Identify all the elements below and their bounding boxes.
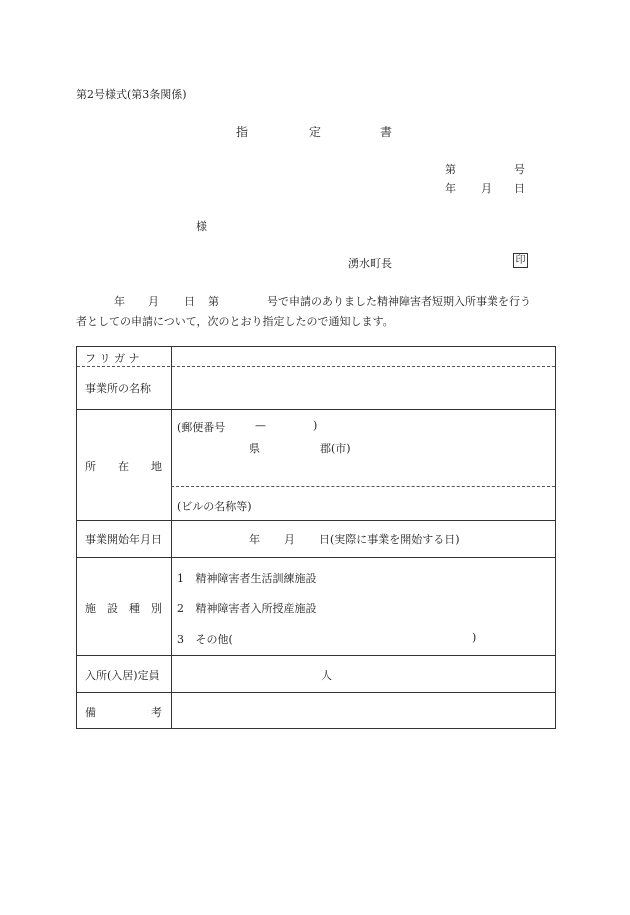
column-divider xyxy=(171,347,172,728)
start-date-label: 事業開始年月日 xyxy=(85,533,162,546)
start-date-year: 年 xyxy=(249,533,260,546)
building-name-label: (ビルの名称等) xyxy=(177,500,252,513)
doc-number-go: 号 xyxy=(514,163,525,176)
start-date-day-note: 日(実際に事業を開始する日) xyxy=(319,533,460,546)
postal-code-close: ) xyxy=(313,419,318,432)
designation-form-table xyxy=(76,346,556,729)
facility-option-number: 1 xyxy=(177,572,184,585)
date-day: 日 xyxy=(514,182,525,195)
postal-code-label: (郵便番号 xyxy=(177,421,226,434)
facility-type-label: 施 設 種 別 xyxy=(85,602,162,615)
prefecture-suffix: 県 xyxy=(249,442,260,455)
row-divider-capacity xyxy=(77,692,555,693)
issuer-name: 湧水町長 xyxy=(348,257,392,270)
row-divider-address-inner xyxy=(171,486,555,487)
form-number: 第2号様式(第3条関係) xyxy=(76,88,187,101)
title-char-2: 定 xyxy=(309,125,322,139)
facility-option-label: 精神障害者入所授産施設 xyxy=(195,602,317,615)
furigana-label: フ リ ガ ナ xyxy=(85,352,140,365)
body-year: 年 xyxy=(114,295,125,308)
facility-option-2 xyxy=(177,600,317,616)
recipient-sama: 様 xyxy=(196,220,207,233)
seal-mark: 印 xyxy=(513,253,528,268)
row-divider-name xyxy=(77,409,555,410)
body-line1-rest: 号で申請のありました精神障害者短期入所事業を行う xyxy=(267,295,531,308)
facility-option-label: 精神障害者生活訓練施設 xyxy=(195,572,317,585)
capacity-label: 入所(入居)定員 xyxy=(85,669,160,682)
body-dai: 第 xyxy=(208,295,219,308)
date-month: 月 xyxy=(481,182,492,195)
facility-other-close: ) xyxy=(472,631,477,644)
facility-option-1 xyxy=(177,570,317,586)
facility-option-number: 2 xyxy=(177,602,184,615)
row-divider-facility xyxy=(77,655,555,656)
facility-option-label: その他( xyxy=(195,633,233,646)
title-char-3: 書 xyxy=(380,125,393,139)
start-date-month: 月 xyxy=(284,533,295,546)
row-divider-furigana xyxy=(77,366,555,367)
address-label: 所 在 地 xyxy=(85,460,162,473)
row-divider-address xyxy=(77,520,555,521)
title-char-1: 指 xyxy=(236,125,249,139)
district-suffix: 郡(市) xyxy=(320,442,351,455)
date-year: 年 xyxy=(445,182,456,195)
remarks-label: 備 考 xyxy=(85,706,162,719)
doc-number-dai: 第 xyxy=(445,163,456,176)
facility-option-3 xyxy=(177,631,233,647)
facility-option-number: 3 xyxy=(177,633,184,646)
postal-code-dash: — xyxy=(255,419,266,432)
body-day: 日 xyxy=(184,295,195,308)
body-line2: 者としての申請について，次のとおり指定したので通知します。 xyxy=(76,315,394,328)
capacity-unit: 人 xyxy=(321,669,332,682)
row-divider-start-date xyxy=(77,557,555,558)
jigyosho-name-label: 事業所の名称 xyxy=(85,382,151,395)
body-month: 月 xyxy=(148,295,159,308)
